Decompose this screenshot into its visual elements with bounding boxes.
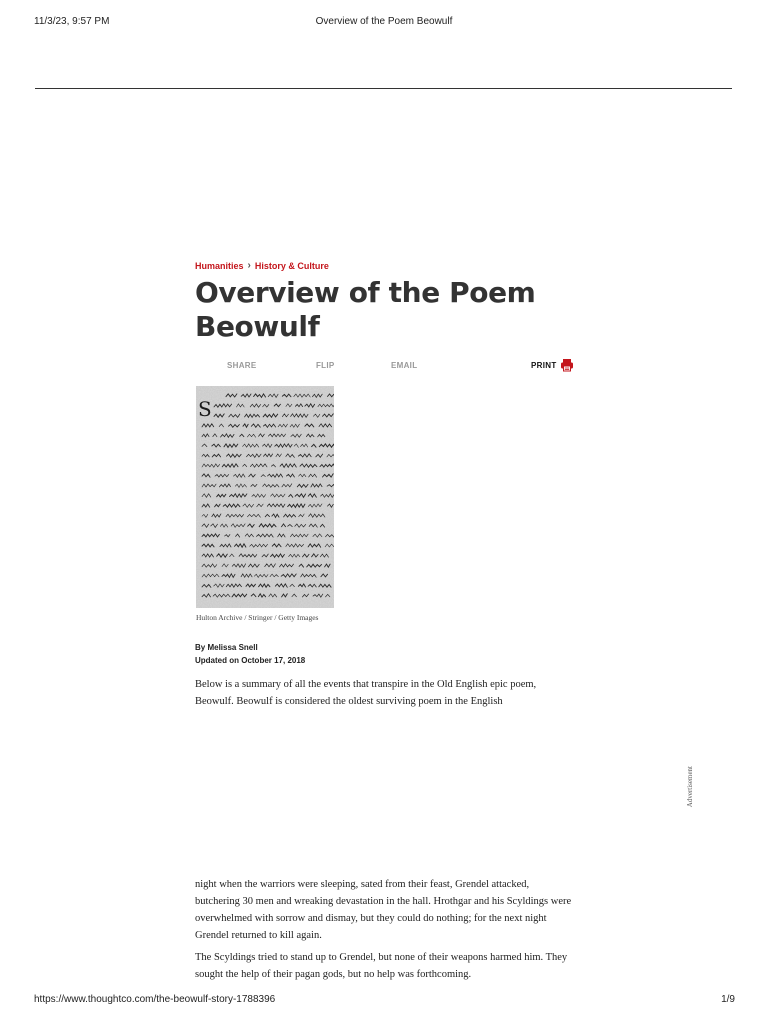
- share-button[interactable]: SHARE: [227, 361, 257, 370]
- flip-button[interactable]: FLIP: [316, 361, 335, 370]
- print-page-number: 1/9: [721, 994, 735, 1005]
- author-byline: [195, 642, 258, 654]
- article-paragraph: night when the warriors were sleeping, sated from their feast, Grendel attacked, butchering 30 men and wreaking devastation in the hall. Hrothgar and his Scyldings were overwhelmed with sorrow and dismay, but they could do nothing; for the next night Grendel returned to kill again.: [195, 879, 572, 941]
- chevron-right-icon: ›: [247, 260, 251, 271]
- share-bar: [195, 356, 575, 376]
- header-divider: [35, 88, 732, 89]
- breadcrumb-item-history-culture[interactable]: History & Culture: [254, 260, 329, 271]
- article-paragraph: The Scyldings tried to stand up to Grendel, but none of their weapons harmed him. They sought the help of their pagan gods, but no help was forthcoming.: [195, 952, 568, 980]
- email-button[interactable]: EMAIL: [391, 361, 418, 370]
- print-label: PRINT: [531, 360, 557, 370]
- print-header: [0, 16, 768, 36]
- printer-icon: [560, 358, 574, 372]
- print-url: https://www.thoughtco.com/the-beowulf-story-1788396: [34, 994, 276, 1005]
- author-name: By Melissa Snell: [195, 643, 258, 652]
- advertisement-label: Advertisement: [686, 766, 694, 808]
- print-button[interactable]: [531, 358, 574, 372]
- article-paragraph: Below is a summary of all the events that transpire in the Old English epic poem, Beowulf. Beowulf is considered the oldest surviving poem in the English: [195, 679, 537, 707]
- svg-text:S: S: [198, 397, 212, 421]
- image-caption: Hulton Archive / Stringer / Getty Images: [196, 613, 319, 622]
- print-page-title: Overview of the Poem Beowulf: [315, 16, 453, 27]
- breadcrumb-item-humanities[interactable]: Humanities: [195, 260, 244, 271]
- article-title: Overview of the Poem Beowulf: [195, 276, 536, 343]
- updated-date: Updated on October 17, 2018: [195, 656, 306, 665]
- print-datetime: 11/3/23, 9:57 PM: [34, 16, 110, 27]
- manuscript-image: [196, 386, 334, 608]
- breadcrumb: [195, 260, 329, 271]
